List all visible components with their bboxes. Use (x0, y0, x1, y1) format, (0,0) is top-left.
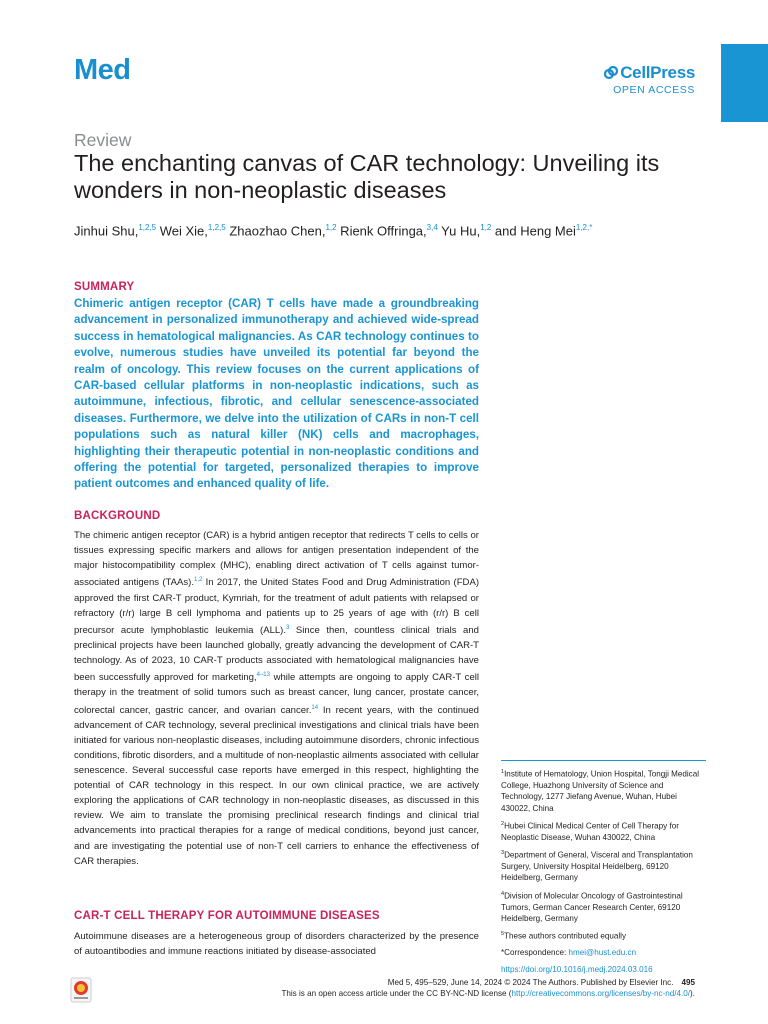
affiliation-text: Hubei Clinical Medical Center of Cell Therapy for Neoplastic Disease, Wuhan 430022, China (501, 821, 679, 842)
affiliation-text: These authors contributed equally (504, 932, 626, 941)
affiliation-number: 5 (501, 931, 505, 938)
autoimmune-text: Autoimmune diseases are a heterogeneous group of disorders characterized by the presence of autoantibodies and immune reactions initiated by disease-associated (74, 931, 479, 958)
author-affil[interactable]: 1,2 (325, 223, 337, 232)
background-text (74, 528, 479, 869)
background-part: Since then, countless clinical trials and preclinical projects have been launched globally, greatly advancing the development of CAR-T technology. As of 2023, 10 CAR-T products associated with hematological malignancies have been successfully approved for marketing, (74, 624, 479, 684)
author-name: Zhaozhao Chen, (225, 223, 326, 239)
license-text-end: ). (690, 989, 695, 998)
license-link[interactable]: http://creativecommons.org/licenses/by-nc-nd/4.0/ (511, 989, 691, 998)
affiliation-text: Division of Molecular Oncology of Gastrointestinal Tumors, German Cancer Research Center, 69120 Heidelberg, Germany (501, 891, 683, 924)
background-part: In 2017, the United States Food and Drug Administration (FDA) approved the first CAR-T product, Kymriah, for the treatment of adult patients with relapsed or refractory (r/r) large B cell lymphoma and patients up to 25 years of age with (r/r) B cell precursor acute lymphoblastic leukemia (ALL). (74, 577, 479, 636)
author-affil[interactable]: 3,4 (426, 223, 438, 232)
author-name: Jinhui Shu, (74, 223, 139, 239)
citation-ref[interactable]: 4–13 (256, 672, 270, 679)
autoimmune-heading: CAR-T CELL THERAPY FOR AUTOIMMUNE DISEASES (74, 910, 380, 922)
affiliation (501, 889, 706, 925)
affiliation-number: 4 (501, 890, 505, 897)
publisher-logo (604, 63, 695, 96)
header-color-tab (721, 44, 768, 122)
license-text: This is an open access article under the CC BY-NC-ND license ( (281, 989, 512, 998)
affiliation (501, 767, 706, 814)
affiliation-number: 2 (501, 820, 505, 827)
affiliation-text: Institute of Hematology, Union Hospital, Tongji Medical College, Huazhong University of Science and Technology, 1277 Jiefang Avenue, Wuhan, Hubei 430022, China (501, 769, 700, 813)
affiliations-sidebar (501, 760, 706, 980)
article-type: Review (74, 130, 132, 150)
summary-text: Chimeric antigen receptor (CAR) T cells have made a groundbreaking advancement in personalized immunotherapy and achieved wide-spread success in hematological malignancies. As CAR technology continues to evolve, numerous studies have unveiled its potential far beyond the realm of oncology. This review focuses on the current applications of CAR-based cellular platforms in non-neoplastic indications, such as autoimmune, infectious, fibrotic, and cellular senescence-associated diseases. Furthermore, we delve into the utilization of CARs in non-T cell populations such as natural killer (NK) cells and macrophages, highlighting their therapeutic potential in non-neoplastic conditions and offering the potential for targeted, personalized therapies to improve patient outcomes and enhanced quality of life. (74, 297, 479, 491)
citation-line: Med 5, 495–529, June 14, 2024 © 2024 The Authors. Published by Elsevier Inc. (387, 978, 674, 987)
affiliation-text: Department of General, Visceral and Transplantation Surgery, University Hospital Heidelberg, 69120 Heidelberg, Germany (501, 850, 693, 883)
author-name: Rienk Offringa, (336, 223, 427, 239)
affiliation (501, 848, 706, 884)
author-affil[interactable]: 1,2,5 (138, 223, 157, 232)
doi (501, 964, 706, 975)
author-affil[interactable]: 1,2 (480, 223, 492, 232)
correspondence-email-link[interactable]: hmei@hust.edu.cn (568, 948, 637, 958)
journal-name: Med (74, 54, 131, 86)
background-part: The chimeric antigen receptor (CAR) is a hybrid antigen receptor that redirects T cells to cells or tissues expressing specific markers and allows for antigen presentation independent of the major histocompatibility complex (MHC), enabling direct activation of T cells against tumor-associated antigens (TAAs). (74, 530, 479, 589)
background-part: In recent years, with the continued advancement of CAR technology, several preclinical investigations and clinical trials have been initiated for various non-neoplastic diseases, including autoimmune disorders, chronic infectious conditions, fibrotic disorders, and a multitude of non-neoplastic ailments associated with cellular senescence. Several successful case reports have emerged in this respect, highlighting the potential of CAR technology in this respect. In our own clinical practice, we are actively exploring the applications of CAR technology in non-neoplastic diseases, as discussed in this review. We aim to translate the promising preclinical research findings and clinical trial advancements into practical therapies for a range of medical conditions, beyond just cancer, and are investigating the potential use of non-T cell carriers to enhance the effectiveness of CAR therapies. (74, 704, 479, 867)
citation-ref[interactable]: 14 (311, 704, 319, 711)
cellpress-mark-icon (604, 66, 618, 80)
doi-link[interactable]: https://doi.org/10.1016/j.medj.2024.03.016 (501, 964, 653, 974)
author-list (74, 223, 714, 238)
author-name: Yu Hu, (437, 223, 481, 239)
correspondence-label: *Correspondence: (501, 948, 569, 958)
background-part: while attempts are ongoing to apply CAR-T cell therapy in the treatment of solid tumors such as breast cancer, lung cancer, prostate cancer, colorectal cancer, gastric cancer, and ovarian cancer. (74, 672, 479, 716)
crossmark-icon[interactable] (70, 977, 92, 1003)
page-number: 495 (681, 978, 695, 987)
citation-ref[interactable]: 1,2 (194, 577, 203, 584)
summary-heading: SUMMARY (74, 281, 135, 293)
affiliation-number: 1 (501, 769, 505, 775)
background-heading: BACKGROUND (74, 510, 161, 522)
correspondence (501, 947, 706, 958)
open-access-label: OPEN ACCESS (613, 84, 695, 96)
publisher-name: CellPress (620, 63, 695, 82)
affiliation (501, 819, 706, 843)
affiliation (501, 929, 706, 942)
page-footer (281, 977, 695, 999)
article-title: The enchanting canvas of CAR technology: Unveiling its wonders in non-neoplastic diseases (74, 150, 660, 203)
affiliation-number: 3 (501, 850, 505, 857)
author-name: and Heng Mei (491, 223, 576, 239)
author-affil[interactable]: 1,2,5 (207, 223, 226, 232)
citation-ref[interactable]: 3 (286, 624, 290, 631)
author-name: Wei Xie, (156, 223, 208, 239)
author-affil[interactable]: 1,2,* (575, 223, 593, 232)
